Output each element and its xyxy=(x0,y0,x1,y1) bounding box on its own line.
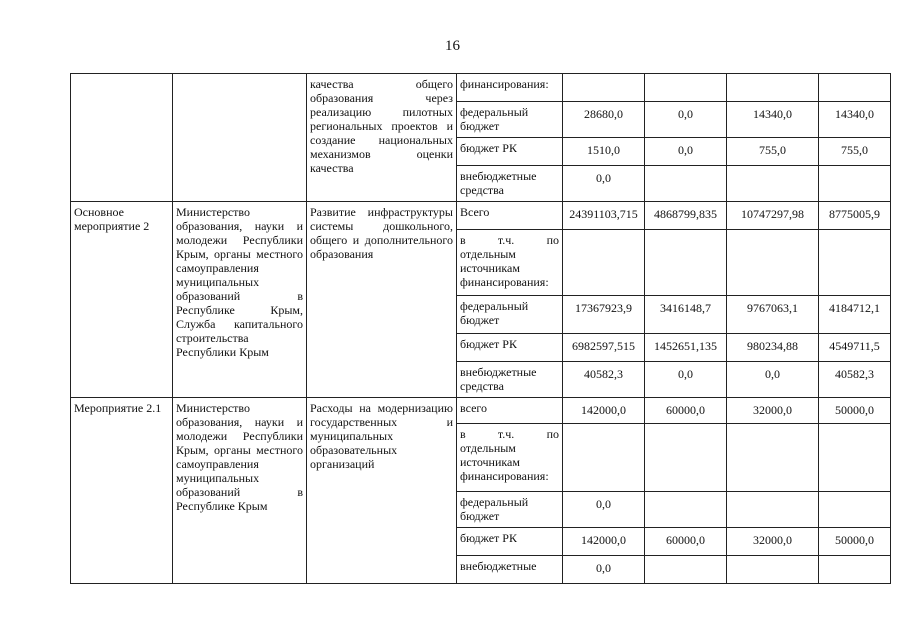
value-cell xyxy=(727,166,819,202)
source-label: Всего xyxy=(457,202,563,230)
source-label: всего xyxy=(457,398,563,424)
value-cell xyxy=(819,492,891,528)
source-label: федеральный бюджет xyxy=(457,102,563,138)
value-cell xyxy=(819,230,891,296)
value-cell: 142000,0 xyxy=(563,528,645,556)
value-cell xyxy=(563,424,645,492)
value-cell xyxy=(645,166,727,202)
value-cell: 9767063,1 xyxy=(727,296,819,334)
value-cell: 24391103,715 xyxy=(563,202,645,230)
value-cell xyxy=(645,424,727,492)
value-cell: 0,0 xyxy=(563,492,645,528)
value-cell xyxy=(727,556,819,584)
source-label: в т.ч. по отдельным источникам финансирования: xyxy=(457,424,563,492)
value-cell: 14340,0 xyxy=(727,102,819,138)
value-cell xyxy=(727,424,819,492)
cell-empty xyxy=(173,74,307,202)
measure-name: Развитие инфраструктуры системы дошкольного, общего и дополнительного образования xyxy=(307,202,457,398)
value-cell xyxy=(819,556,891,584)
value-cell: 32000,0 xyxy=(727,398,819,424)
source-label: федеральный бюджет xyxy=(457,492,563,528)
value-cell: 40582,3 xyxy=(819,362,891,398)
source-label: в т.ч. по отдельным источникам финансирования: xyxy=(457,230,563,296)
value-cell: 1510,0 xyxy=(563,138,645,166)
value-cell xyxy=(563,230,645,296)
value-cell: 4184712,1 xyxy=(819,296,891,334)
table-row xyxy=(71,202,891,230)
value-cell: 0,0 xyxy=(727,362,819,398)
cell-empty xyxy=(71,74,173,202)
value-cell xyxy=(727,492,819,528)
value-cell: 0,0 xyxy=(645,138,727,166)
source-label: бюджет РК xyxy=(457,528,563,556)
measure-name: Расходы на модернизацию государственных и муниципальных образовательных организаций xyxy=(307,398,457,584)
source-label: внебюджетные средства xyxy=(457,362,563,398)
value-cell: 50000,0 xyxy=(819,528,891,556)
value-cell: 3416148,7 xyxy=(645,296,727,334)
value-cell: 8775005,9 xyxy=(819,202,891,230)
value-cell xyxy=(645,492,727,528)
executor: Министерство образования, науки и молодежи Республики Крым, органы местного самоуправления муниципальных образований в Республике Крым xyxy=(173,398,307,584)
page-number: 16 xyxy=(445,38,460,54)
source-label: бюджет РК xyxy=(457,334,563,362)
value-cell xyxy=(727,230,819,296)
source-label: внебюджетные xyxy=(457,556,563,584)
value-cell xyxy=(727,74,819,102)
value-cell: 17367923,9 xyxy=(563,296,645,334)
measure-code: Основное мероприятие 2 xyxy=(71,202,173,398)
value-cell: 50000,0 xyxy=(819,398,891,424)
source-label: финансирования: xyxy=(457,74,563,102)
source-label: федеральный бюджет xyxy=(457,296,563,334)
value-cell: 60000,0 xyxy=(645,528,727,556)
value-cell xyxy=(563,74,645,102)
value-cell: 6982597,515 xyxy=(563,334,645,362)
measure-code: Мероприятие 2.1 xyxy=(71,398,173,584)
value-cell xyxy=(819,166,891,202)
value-cell: 4868799,835 xyxy=(645,202,727,230)
value-cell: 40582,3 xyxy=(563,362,645,398)
value-cell: 0,0 xyxy=(563,166,645,202)
executor: Министерство образования, науки и молодежи Республики Крым, органы местного самоуправления муниципальных образований в Республике Крым, Служба капитального строительства Республики Крым xyxy=(173,202,307,398)
value-cell xyxy=(645,74,727,102)
value-cell: 755,0 xyxy=(819,138,891,166)
value-cell: 0,0 xyxy=(563,556,645,584)
table-row xyxy=(71,398,891,424)
value-cell: 32000,0 xyxy=(727,528,819,556)
value-cell: 4549711,5 xyxy=(819,334,891,362)
value-cell: 1452651,135 xyxy=(645,334,727,362)
source-label: бюджет РК xyxy=(457,138,563,166)
value-cell xyxy=(819,424,891,492)
value-cell: 980234,88 xyxy=(727,334,819,362)
value-cell: 0,0 xyxy=(645,102,727,138)
value-cell: 10747297,98 xyxy=(727,202,819,230)
measure-name: качества общего образования через реализацию пилотных региональных проектов и создание национальных механизмов оценки качества xyxy=(307,74,457,202)
table-row xyxy=(71,74,891,102)
value-cell xyxy=(645,230,727,296)
program-table xyxy=(70,73,891,584)
source-label: внебюджетные средства xyxy=(457,166,563,202)
value-cell: 755,0 xyxy=(727,138,819,166)
value-cell xyxy=(645,556,727,584)
value-cell: 142000,0 xyxy=(563,398,645,424)
value-cell xyxy=(819,74,891,102)
value-cell: 28680,0 xyxy=(563,102,645,138)
value-cell: 60000,0 xyxy=(645,398,727,424)
value-cell: 14340,0 xyxy=(819,102,891,138)
value-cell: 0,0 xyxy=(645,362,727,398)
